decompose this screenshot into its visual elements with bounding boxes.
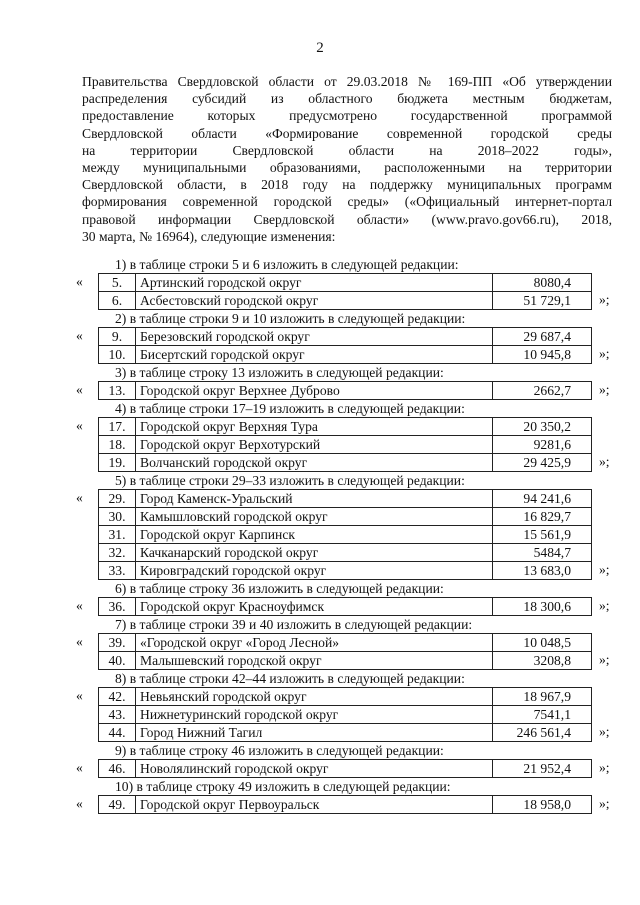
- amendment-table-block: [0, 687, 640, 742]
- amendment-table: [98, 273, 592, 310]
- row-number: 49.: [99, 796, 136, 814]
- intro-line: Правительства Свердловской области от 29.03.2018 № 169-ПП «Об утверждении: [82, 74, 612, 89]
- municipality-name: Новолялинский городской округ: [136, 760, 493, 778]
- row-number: 33.: [99, 562, 136, 580]
- table-row: [99, 634, 592, 652]
- open-quote: «: [76, 760, 83, 775]
- table-row: [99, 652, 592, 670]
- subsidy-amount: 15 561,9: [493, 526, 592, 544]
- table-row: [99, 274, 592, 292]
- close-quote: »;: [599, 346, 610, 361]
- subsidy-amount: 246 561,4: [493, 724, 592, 742]
- table-row: [99, 688, 592, 706]
- amendment-table-block: [0, 759, 640, 778]
- amendment-table-block: [0, 327, 640, 364]
- row-number: 17.: [99, 418, 136, 436]
- row-number: 9.: [99, 328, 136, 346]
- amendment-instruction: 3) в таблице строку 13 изложить в следующей редакции:: [115, 365, 444, 380]
- municipality-name: Кировградский городской округ: [136, 562, 493, 580]
- open-quote: «: [76, 634, 83, 649]
- municipality-name: Артинский городской округ: [136, 274, 493, 292]
- municipality-name: Город Каменск-Уральский: [136, 490, 493, 508]
- municipality-name: Городской округ Карпинск: [136, 526, 493, 544]
- amendment-table-block: [0, 381, 640, 400]
- amendment-instruction: 1) в таблице строки 5 и 6 изложить в следующей редакции:: [115, 257, 459, 272]
- amendment-instruction: 10) в таблице строку 49 изложить в следующей редакции:: [115, 779, 451, 794]
- subsidy-amount: 21 952,4: [493, 760, 592, 778]
- table-row: [99, 292, 592, 310]
- amendment-table-block: [0, 489, 640, 580]
- amendment-instruction: 5) в таблице строки 29–33 изложить в следующей редакции:: [115, 473, 465, 488]
- subsidy-amount: 5484,7: [493, 544, 592, 562]
- municipality-name: Невьянский городской округ: [136, 688, 493, 706]
- row-number: 43.: [99, 706, 136, 724]
- subsidy-amount: 2662,7: [493, 382, 592, 400]
- table-row: [99, 760, 592, 778]
- subsidy-amount: 18 967,9: [493, 688, 592, 706]
- amendment-table: [98, 381, 592, 400]
- row-number: 36.: [99, 598, 136, 616]
- subsidy-amount: 13 683,0: [493, 562, 592, 580]
- row-number: 18.: [99, 436, 136, 454]
- subsidy-amount: 51 729,1: [493, 292, 592, 310]
- amendment-table: [98, 597, 592, 616]
- amendment-table: [98, 687, 592, 742]
- amendment-instruction: 9) в таблице строку 46 изложить в следующей редакции:: [115, 743, 444, 758]
- row-number: 32.: [99, 544, 136, 562]
- municipality-name: Волчанский городской округ: [136, 454, 493, 472]
- table-row: [99, 724, 592, 742]
- open-quote: «: [76, 688, 83, 703]
- subsidy-amount: 7541,1: [493, 706, 592, 724]
- table-row: [99, 544, 592, 562]
- amendment-table: [98, 633, 592, 670]
- municipality-name: «Городской округ «Город Лесной»: [136, 634, 493, 652]
- table-row: [99, 598, 592, 616]
- municipality-name: Асбестовский городской округ: [136, 292, 493, 310]
- amendment-table-block: [0, 273, 640, 310]
- table-row: [99, 562, 592, 580]
- municipality-name: Город Нижний Тагил: [136, 724, 493, 742]
- row-number: 42.: [99, 688, 136, 706]
- open-quote: «: [76, 490, 83, 505]
- amendment-table: [98, 327, 592, 364]
- open-quote: «: [76, 328, 83, 343]
- municipality-name: Нижнетуринский городской округ: [136, 706, 493, 724]
- table-row: [99, 328, 592, 346]
- row-number: 13.: [99, 382, 136, 400]
- municipality-name: Бисертский городской округ: [136, 346, 493, 364]
- open-quote: «: [76, 382, 83, 397]
- row-number: 30.: [99, 508, 136, 526]
- table-row: [99, 706, 592, 724]
- amendment-table: [98, 759, 592, 778]
- intro-line: на территории Свердловской области на 2018–2022 годы»,: [82, 142, 612, 158]
- close-quote: »;: [599, 796, 610, 811]
- intro-line: формирования современной городской среды» («Официальный интернет-портал: [82, 194, 612, 210]
- amendment-instruction: 7) в таблице строки 39 и 40 изложить в следующей редакции:: [115, 617, 473, 632]
- open-quote: «: [76, 418, 83, 433]
- table-row: [99, 454, 592, 472]
- table-row: [99, 418, 592, 436]
- amendment-table: [98, 489, 592, 580]
- intro-line: 30 марта, № 16964), следующие изменения:: [82, 228, 336, 244]
- row-number: 19.: [99, 454, 136, 472]
- subsidy-amount: 29 425,9: [493, 454, 592, 472]
- row-number: 10.: [99, 346, 136, 364]
- amendment-table-block: [0, 597, 640, 616]
- row-number: 6.: [99, 292, 136, 310]
- page-number: 2: [316, 40, 324, 56]
- row-number: 29.: [99, 490, 136, 508]
- municipality-name: Городской округ Верхняя Тура: [136, 418, 493, 436]
- amendment-table-block: [0, 795, 640, 814]
- subsidy-amount: 94 241,6: [493, 490, 592, 508]
- close-quote: »;: [599, 382, 610, 397]
- row-number: 5.: [99, 274, 136, 292]
- subsidy-amount: 9281,6: [493, 436, 592, 454]
- municipality-name: Камышловский городской округ: [136, 508, 493, 526]
- municipality-name: Малышевский городской округ: [136, 652, 493, 670]
- table-row: [99, 490, 592, 508]
- intro-paragraph: [82, 73, 612, 245]
- intro-line: правовой информации Свердловской области» (www.pravo.gov66.ru), 2018,: [82, 211, 612, 227]
- close-quote: »;: [599, 292, 610, 307]
- municipality-name: Городской округ Верхнее Дуброво: [136, 382, 493, 400]
- close-quote: »;: [599, 760, 610, 775]
- subsidy-amount: 18 300,6: [493, 598, 592, 616]
- intro-line: между муниципальными образованиями, расположенными на территории: [82, 159, 612, 175]
- table-row: [99, 436, 592, 454]
- table-row: [99, 526, 592, 544]
- close-quote: »;: [599, 598, 610, 613]
- row-number: 46.: [99, 760, 136, 778]
- amendment-table-block: [0, 417, 640, 472]
- open-quote: «: [76, 598, 83, 613]
- open-quote: «: [76, 274, 83, 289]
- subsidy-amount: 18 958,0: [493, 796, 592, 814]
- close-quote: »;: [599, 652, 610, 667]
- table-row: [99, 382, 592, 400]
- subsidy-amount: 16 829,7: [493, 508, 592, 526]
- subsidy-amount: 10 048,5: [493, 634, 592, 652]
- intro-line: Свердловской области «Формирование современной городской среды: [82, 125, 612, 141]
- amendment-instruction: 2) в таблице строки 9 и 10 изложить в следующей редакции:: [115, 311, 466, 326]
- subsidy-amount: 3208,8: [493, 652, 592, 670]
- amendment-instruction: 4) в таблице строки 17–19 изложить в следующей редакции:: [115, 401, 465, 416]
- amendment-table: [98, 417, 592, 472]
- subsidy-amount: 29 687,4: [493, 328, 592, 346]
- table-row: [99, 796, 592, 814]
- subsidy-amount: 8080,4: [493, 274, 592, 292]
- subsidy-amount: 10 945,8: [493, 346, 592, 364]
- row-number: 40.: [99, 652, 136, 670]
- intro-line: Свердловской области, в 2018 году на поддержку муниципальных программ: [82, 177, 612, 193]
- table-row: [99, 346, 592, 364]
- amendment-instruction: 8) в таблице строки 42–44 изложить в следующей редакции:: [115, 671, 465, 686]
- amendment-table: [98, 795, 592, 814]
- table-row: [99, 508, 592, 526]
- row-number: 39.: [99, 634, 136, 652]
- municipality-name: Городской округ Первоуральск: [136, 796, 493, 814]
- amendment-list: [0, 257, 640, 815]
- close-quote: »;: [599, 724, 610, 739]
- open-quote: «: [76, 796, 83, 811]
- amendment-instruction: 6) в таблице строку 36 изложить в следующей редакции:: [115, 581, 444, 596]
- municipality-name: Березовский городской округ: [136, 328, 493, 346]
- intro-line: распределения субсидий из областного бюджета местным бюджетам,: [82, 91, 612, 107]
- close-quote: »;: [599, 454, 610, 469]
- municipality-name: Качканарский городской округ: [136, 544, 493, 562]
- close-quote: »;: [599, 562, 610, 577]
- municipality-name: Городской округ Верхотурский: [136, 436, 493, 454]
- intro-line: предоставление которых предусмотрено государственной программой: [82, 108, 612, 124]
- subsidy-amount: 20 350,2: [493, 418, 592, 436]
- row-number: 31.: [99, 526, 136, 544]
- amendment-table-block: [0, 633, 640, 670]
- municipality-name: Городской округ Красноуфимск: [136, 598, 493, 616]
- row-number: 44.: [99, 724, 136, 742]
